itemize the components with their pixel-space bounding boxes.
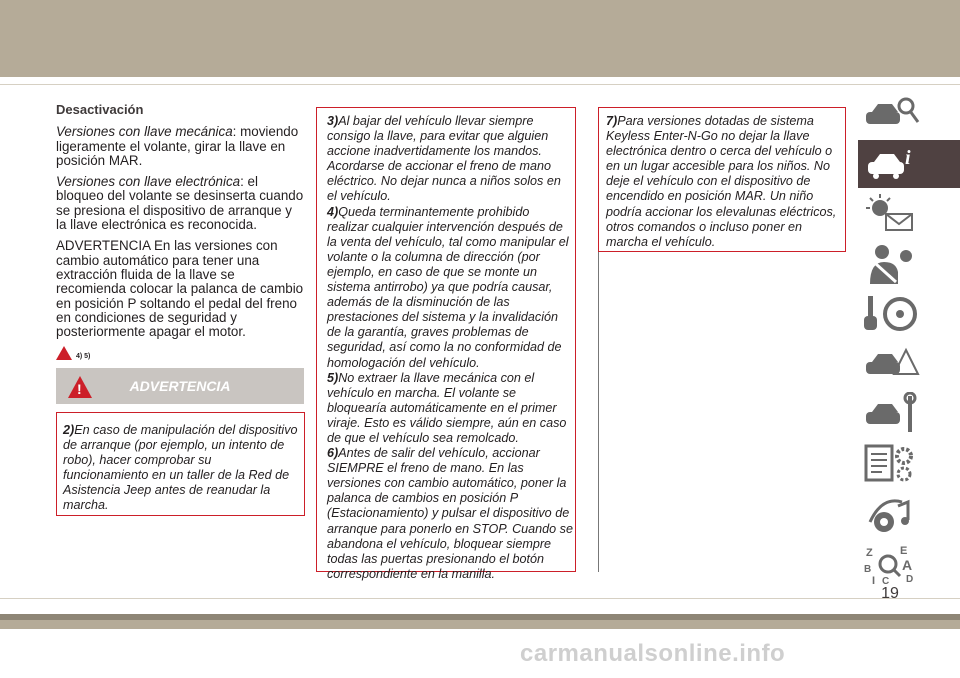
steering-wheel-key-icon: [862, 292, 922, 336]
note-text: En caso de manipulación del dispositivo de arranque (por ejemplo, un intento de robo), hacer comprobar su funcionamiento en un taller de la Red de Asistencia Jeep antes de reanudar la marcha.: [63, 423, 298, 513]
note: [606, 114, 841, 250]
tab-emergency[interactable]: [858, 340, 960, 388]
note: [327, 446, 573, 582]
tab-car-search[interactable]: [858, 90, 960, 138]
warning-note: [63, 423, 298, 514]
note-text: Antes de salir del vehículo, accionar SIEMPRE el freno de mano. En las versiones con cambio automático, poner la palanca de cambios en posición P (Estacionamiento) y pulsar el dispositivo de arranque para ponerlo en STOP. Cuando se abandona el vehículo, bloquear siempre todas las puertas presionando el botón correspondiente en la manilla.: [327, 446, 573, 581]
safety-person-icon: [862, 242, 922, 286]
note-number: 6): [327, 446, 339, 461]
mech-key-lead: Versiones con llave mecánica: [56, 124, 233, 140]
section-title: Desactivación: [56, 102, 144, 117]
elec-key-text: : el bloqueo del volante se desinserta cuando se presiona el dispositivo de arranque y la llave electrónica es reconocida.: [56, 174, 304, 233]
warning-title: ADVERTENCIA: [129, 378, 231, 394]
car-search-icon: [862, 92, 922, 136]
note: [327, 371, 573, 446]
svg-text:E: E: [900, 545, 908, 557]
car-tools-icon: [862, 392, 922, 436]
footer-band: [0, 614, 960, 629]
tab-index[interactable]: [858, 540, 960, 588]
tab-car-info[interactable]: [858, 140, 960, 188]
note-number: 3): [327, 114, 339, 128]
notes-box: [316, 107, 576, 581]
car-emergency-icon: [862, 342, 922, 386]
reference-numbers: 4) 5): [76, 353, 91, 361]
note: [327, 114, 573, 205]
car-info-icon: [862, 142, 922, 186]
warning-lights-icon: [862, 192, 922, 236]
note: [327, 205, 573, 371]
paragraph: [56, 175, 306, 232]
spec-sheet-gear-icon: [862, 442, 922, 486]
note-text: No extraer la llave mecánica con el vehículo en marcha. El volante se bloquearía automáticamente en el primer viraje. Esto es válido siempre, aún en caso de que el vehículo sea remolcado.: [327, 370, 567, 445]
divider: [0, 598, 960, 599]
tab-technical-data[interactable]: [858, 440, 960, 488]
warning-triangle-icon: [56, 346, 72, 360]
paragraph: [56, 125, 306, 168]
watermark: carmanualsonline.info: [520, 640, 786, 667]
note-text: Al bajar del vehículo llevar siempre consigo la llave, para evitar que alguien accione inadvertidamente los mandos. Acordarse de accionar el freno de mano eléctrico. No dejar nunca a niños solos en el vehículo.: [327, 114, 561, 204]
note-text: Para versiones dotadas de sistema Keyless Enter-N-Go no dejar la llave electrónica dentro o cerca del vehículo o en un lugar accesible para los niños. No deje el vehículo con el dispositivo de encendido en posición MAR. Un niño podría accionar los elevalunas eléctricos, otros comandos o incluso poner en marcha el vehículo.: [606, 114, 837, 249]
note-number: 7): [606, 114, 618, 128]
tab-maintenance[interactable]: [858, 390, 960, 438]
main-column: [56, 103, 306, 365]
note-number: 4): [327, 204, 339, 219]
mech-key-text: : moviendo ligeramente el volante, girar la llave en posición MAR.: [56, 124, 299, 168]
paragraph: ADVERTENCIA En las versiones con cambio automático para tener una extracción fluida de la llave se recomienda colocar la palanca de cambio en posición P soltando el pedal del freno en condiciones de seguridad y posteriormente apagar el motor.: [56, 238, 304, 340]
footer-stripe: [0, 614, 960, 620]
tab-safety[interactable]: [858, 240, 960, 288]
svg-text:B: B: [864, 564, 872, 575]
tab-starting-driving[interactable]: [858, 290, 960, 338]
multimedia-icon: [862, 492, 922, 536]
warning-box: [56, 412, 305, 516]
svg-text:i: i: [905, 147, 911, 169]
warning-references: [56, 346, 306, 364]
svg-text:C: C: [882, 576, 890, 586]
page-number: 19: [881, 585, 899, 602]
divider: [0, 84, 960, 85]
svg-text:I: I: [872, 575, 876, 586]
warning-header: [56, 368, 304, 404]
svg-text:Z: Z: [866, 547, 873, 559]
elec-key-lead: Versiones con llave electrónica: [56, 174, 241, 190]
notes-box: [598, 107, 846, 252]
note-text: Queda terminantemente prohibido realizar cualquier intervención después de la venta del vehículo, tal como manipular el volante o la columna de dirección (por ejemplo, en caso de que se monte un sistema antirrobo) ya que podría causar, además de la disminución de las prestaciones del sistema y la invalidación de la garantía, graves problemas de seguridad, así como la no conformidad de homologación del vehículo.: [327, 204, 569, 370]
tab-multimedia[interactable]: [858, 490, 960, 538]
note-number: 2): [63, 423, 75, 437]
svg-text:A: A: [902, 557, 913, 573]
note-number: 5): [327, 370, 339, 385]
tab-warning-lights[interactable]: [858, 190, 960, 238]
header-band: [0, 0, 960, 77]
index-search-icon: [862, 542, 922, 586]
svg-text:D: D: [906, 574, 914, 585]
